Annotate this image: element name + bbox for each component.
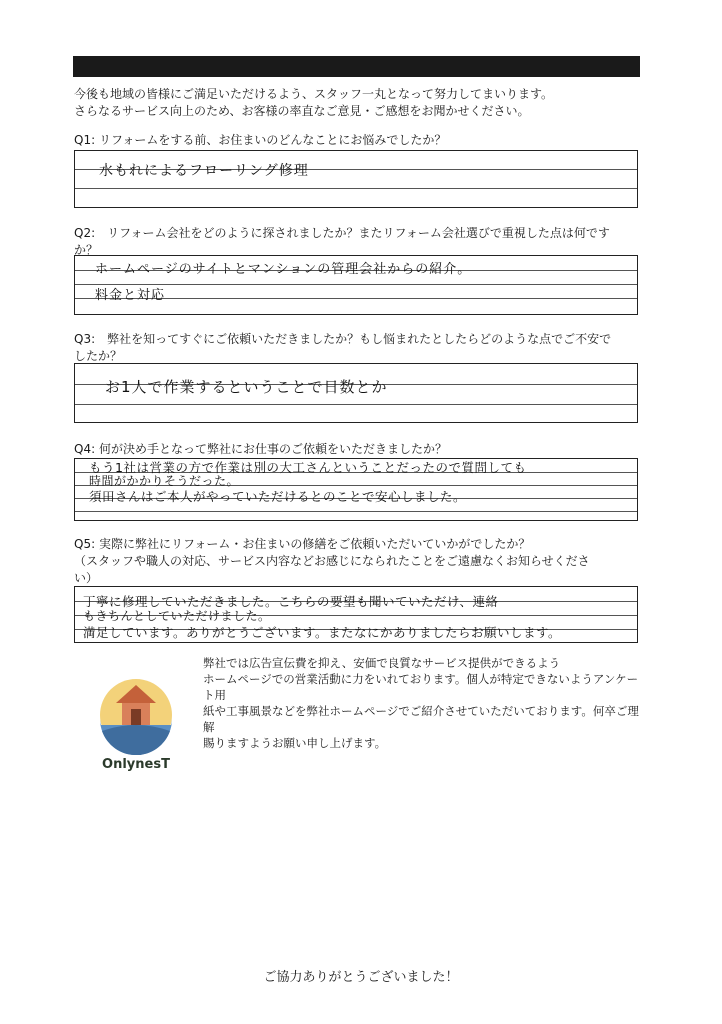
q1-answer-line-1: 水もれによるフローリング修理 — [99, 163, 309, 179]
q5-question-line-3: い） — [74, 571, 99, 585]
footer-note — [203, 655, 643, 751]
q3-question-line-1: Q3: 弊社を知ってすぐにご依頼いただきましたか？もし悩まれたとしたらどのような点でご不安で — [74, 332, 612, 346]
footer-note-line-3: 紙や工事風景などを弊社ホームページでご紹介させていただいております。何卒ご理解 — [203, 704, 639, 734]
q4-answer-line-3: 須田さんはご本人がやっていただけるとのことで安心しました。 — [89, 489, 467, 504]
ruled-line — [75, 511, 637, 512]
q2-question — [74, 225, 654, 259]
q4-answer-box — [74, 458, 638, 521]
intro-text — [74, 86, 654, 120]
footer-note-line-1: 弊社では広告宣伝費を抑え、安価で良質なサービス提供ができるよう — [203, 656, 561, 670]
q5-answer-box — [74, 586, 638, 643]
footer-note-line-4: 賜りますようお願い申し上げます。 — [203, 736, 387, 750]
q5-question — [74, 536, 654, 587]
header-bar — [73, 56, 640, 77]
intro-line-2: さらなるサービス向上のため、お客様の率直なご意見・ご感想をお聞かせください。 — [74, 104, 530, 118]
footer-note-line-2: ホームページでの営業活動に力をいれております。個人が特定できないようアンケート用 — [203, 672, 639, 702]
q2-answer-line-2: 料金と対応 — [95, 288, 166, 303]
q5-question-line-2: （スタッフや職人の対応、サービス内容などお感じになられたことをご遠慮なくお知らせくださ — [74, 554, 590, 568]
q3-answer-box — [74, 363, 638, 423]
company-logo — [92, 675, 184, 775]
ruled-line — [75, 188, 637, 189]
q3-question-line-2: したか？ — [74, 349, 123, 363]
q5-answer-line-3: 満足しています。ありがとうございます。またなにかありましたらお願いします。 — [83, 625, 562, 640]
q3-answer-line-1: お1人で作業するということで日数とか — [105, 378, 388, 396]
q2-answer-line-1: ホームページのサイトとマンションの管理会社からの紹介。 — [95, 262, 472, 277]
q4-answer-line-2: 時間がかかりそうだった。 — [89, 474, 240, 488]
q4-question: Q4: 何が決め手となって弊社にお仕事のご依頼をいただきましたか？ — [74, 442, 447, 456]
ruled-line — [75, 404, 637, 405]
intro-line-1: 今後も地域の皆様にご満足いただけるよう、スタッフ一丸となって努力してまいります。 — [74, 87, 554, 101]
house-logo-icon — [92, 675, 184, 775]
q5-answer-line-1: 丁寧に修理していただきました。こちらの要望も聞いていただけ、連絡 — [83, 594, 499, 609]
q5-answer-line-2: もきちんとしていただけました。 — [83, 609, 271, 623]
q2-answer-box — [74, 255, 638, 315]
q3-question — [74, 331, 654, 365]
q1-answer-box — [74, 150, 638, 208]
q2-question-line-2: か？ — [74, 243, 99, 257]
q4-answer-line-1: もう1社は営業の方で作業は別の大工さんということだったので質問しても — [89, 460, 527, 475]
q5-question-line-1: Q5: 実際に弊社にリフォーム・お住まいの修繕をご依頼いただいていかがでしたか？ — [74, 537, 531, 551]
logo-text: OnlynesT — [102, 757, 170, 772]
thanks-message: ご協力ありがとうございました！ — [263, 970, 459, 985]
q1-question: Q1: リフォームをする前、お住まいのどんなことにお悩みでしたか？ — [74, 133, 447, 147]
q2-question-line-1: Q2: リフォーム会社をどのように探されましたか？またリフォーム会社選びで重視した点は何です — [74, 226, 610, 240]
